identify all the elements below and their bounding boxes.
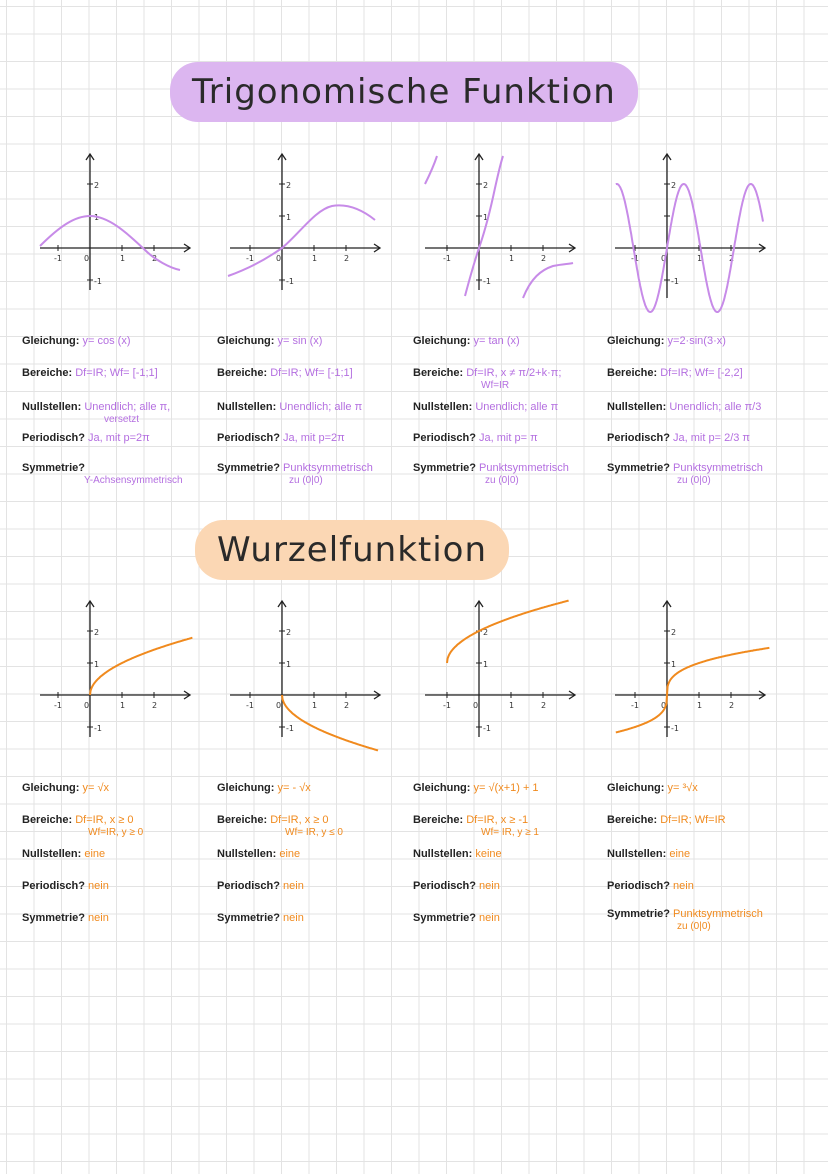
svg-text:-1: -1 — [246, 701, 254, 710]
svg-text:2: 2 — [483, 181, 489, 190]
svg-text:2: 2 — [541, 701, 547, 710]
svg-text:2: 2 — [729, 254, 735, 263]
svg-text:0: 0 — [473, 701, 479, 710]
svg-text:0: 0 — [84, 254, 90, 263]
svg-text:2: 2 — [152, 701, 158, 710]
graph-neg-sqrt — [220, 595, 390, 745]
info-neg-sqrt: Gleichung: y= - √x Bereiche: Df=IR, x ≥ 0 Wf= IR, y ≤ 0 Nullstellen: eine Periodisch? nein Symmetrie? nein — [217, 782, 343, 924]
svg-text:-1: -1 — [443, 701, 451, 710]
svg-text:-1: -1 — [286, 277, 294, 286]
svg-text:0: 0 — [661, 701, 667, 710]
svg-text:1: 1 — [120, 254, 126, 263]
svg-text:-1: -1 — [54, 701, 62, 710]
svg-text:1: 1 — [94, 660, 100, 669]
svg-text:2: 2 — [94, 181, 100, 190]
graph-sin — [220, 148, 390, 298]
svg-text:0: 0 — [276, 254, 282, 263]
svg-text:1: 1 — [286, 213, 292, 222]
graph-axes — [40, 601, 190, 737]
info-sqrt-shifted: Gleichung: y= √(x+1) + 1 Bereiche: Df=IR, x ≥ -1 Wf= IR, y ≥ 1 Nullstellen: keine Periodisch? nein Symmetrie? nein — [413, 782, 539, 924]
tan-curve-center — [465, 156, 503, 296]
svg-text:1: 1 — [312, 701, 318, 710]
svg-text:1: 1 — [509, 701, 515, 710]
svg-text:-1: -1 — [94, 277, 102, 286]
graph-axes — [615, 601, 765, 737]
graph-cos — [30, 148, 200, 298]
title-root-functions: Wurzelfunktion — [195, 520, 509, 580]
svg-text:-1: -1 — [631, 701, 639, 710]
graph-axes — [40, 154, 190, 290]
tan-curve-left — [425, 156, 437, 184]
sqrt-shifted-curve — [447, 601, 569, 663]
svg-text:2: 2 — [344, 254, 350, 263]
svg-text:0: 0 — [661, 254, 667, 263]
svg-text:2: 2 — [286, 628, 292, 637]
svg-text:-1: -1 — [54, 254, 62, 263]
svg-text:1: 1 — [671, 660, 677, 669]
svg-text:-1: -1 — [671, 724, 679, 733]
graph-axes — [425, 154, 575, 290]
cbrt-curve — [616, 648, 770, 733]
svg-text:2: 2 — [344, 701, 350, 710]
title-trigonometric-functions: Trigonomische Funktion — [170, 62, 638, 122]
svg-text:2: 2 — [152, 254, 158, 263]
info-sqrt: Gleichung: y= √x Bereiche: Df=IR, x ≥ 0 Wf=IR, y ≥ 0 Nullstellen: eine Periodisch? nein Symmetrie? nein — [22, 782, 144, 924]
svg-text:2: 2 — [94, 628, 100, 637]
svg-text:-1: -1 — [483, 277, 491, 286]
svg-text:0: 0 — [276, 701, 282, 710]
svg-text:2: 2 — [483, 628, 489, 637]
svg-text:-1: -1 — [631, 254, 639, 263]
svg-text:2: 2 — [671, 628, 677, 637]
tan-curve-right — [523, 263, 573, 298]
svg-text:2: 2 — [541, 254, 547, 263]
svg-text:1: 1 — [120, 701, 126, 710]
info-sin: Gleichung: y= sin (x) Bereiche: Df=IR; Wf= [-1;1] Nullstellen: Unendlich; alle π Periodisch? Ja, mit p=2π Symmetrie? Punktsymmetrisch zu (0|0) — [217, 335, 373, 486]
svg-text:1: 1 — [286, 660, 292, 669]
svg-text:1: 1 — [509, 254, 515, 263]
svg-text:1: 1 — [312, 254, 318, 263]
sin-curve — [228, 205, 375, 276]
svg-text:2: 2 — [286, 181, 292, 190]
info-2sin3x: Gleichung: y=2·sin(3·x) Bereiche: Df=IR; Wf= [-2,2] Nullstellen: Unendlich; alle π/3 Periodisch? Ja, mit p= 2/3 π Symmetrie? Punktsymmetrisch zu (0|0) — [607, 335, 763, 486]
svg-text:1: 1 — [94, 213, 100, 222]
neg-sqrt-curve — [282, 695, 378, 750]
graph-axes — [230, 601, 380, 737]
svg-text:2: 2 — [671, 181, 677, 190]
graph-sqrt — [30, 595, 200, 745]
svg-text:-1: -1 — [246, 254, 254, 263]
svg-text:2: 2 — [729, 701, 735, 710]
graph-2sin3x — [605, 148, 775, 298]
svg-text:1: 1 — [483, 660, 489, 669]
graph-cbrt — [605, 595, 775, 745]
svg-text:-1: -1 — [94, 724, 102, 733]
graph-tan — [415, 148, 585, 298]
info-cos: Gleichung: y= cos (x) Bereiche: Df=IR; Wf= [-1;1] Nullstellen: Unendlich; alle π, versetzt Periodisch? Ja, mit p=2π Symmetrie? Y-Achsensymmetrisch — [22, 335, 183, 486]
svg-text:1: 1 — [697, 701, 703, 710]
svg-text:-1: -1 — [483, 724, 491, 733]
svg-text:1: 1 — [697, 254, 703, 263]
info-cbrt: Gleichung: y= ³√x Bereiche: Df=IR; Wf=IR Nullstellen: eine Periodisch? nein Symmetrie? Punktsymmetrisch zu (0|0) — [607, 782, 763, 932]
graph-axes — [230, 154, 380, 290]
svg-text:0: 0 — [84, 701, 90, 710]
graph-sqrt-shifted — [415, 595, 585, 745]
sqrt-curve — [90, 638, 192, 695]
svg-text:-1: -1 — [286, 724, 294, 733]
svg-text:-1: -1 — [671, 277, 679, 286]
svg-text:1: 1 — [483, 213, 489, 222]
svg-text:-1: -1 — [443, 254, 451, 263]
info-tan: Gleichung: y= tan (x) Bereiche: Df=IR, x ≠ π/2+k·π; Wf=IR Nullstellen: Unendlich; alle π Periodisch? Ja, mit p= π Symmetrie? Punktsymmetrisch zu (0|0) — [413, 335, 569, 486]
